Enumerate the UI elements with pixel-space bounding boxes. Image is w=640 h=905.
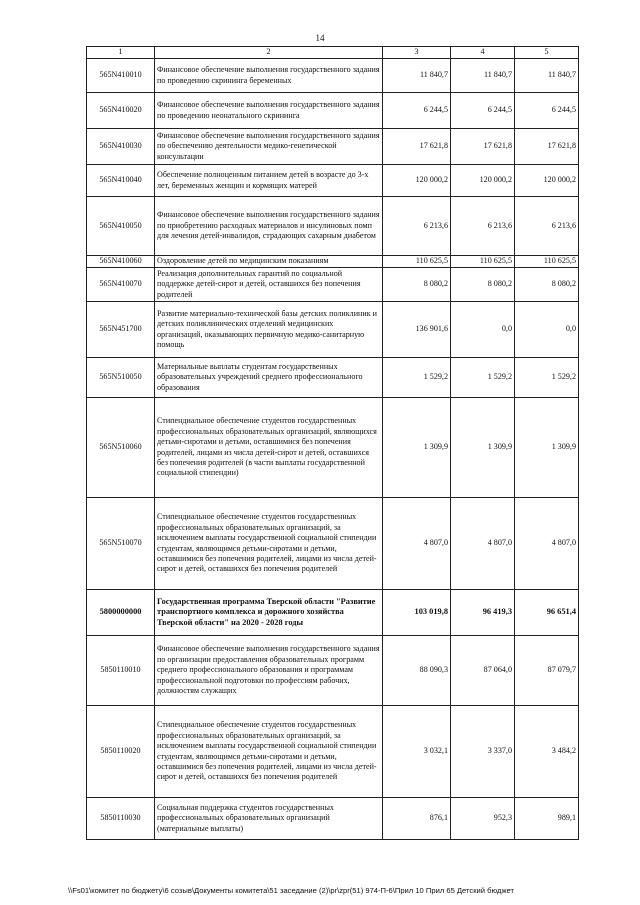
row-value-col3: 8 080,2 [383,268,451,302]
row-value-col5: 3 484,2 [515,706,579,798]
row-value-col5: 1 529,2 [515,358,579,398]
table-header-row [87,47,579,59]
row-code: 565N410030 [87,129,155,165]
row-value-col5: 87 079,7 [515,636,579,706]
row-value-col3: 88 090,3 [383,636,451,706]
table-row [87,358,579,398]
table-row-program [87,590,579,636]
row-description: Оздоровление детей по медицинским показаниям [155,256,383,268]
row-description: Финансовое обеспечение выполнения государственного задания по проведению неонатального скрининга [155,93,383,129]
row-description: Государственная программа Тверской области "Развитие транспортного комплекса и дорожного хозяйства Тверской области" на 2020 - 2028 годы [155,590,383,636]
row-code: 565N410070 [87,268,155,302]
row-value-col3: 6 244,5 [383,93,451,129]
row-code: 565N410010 [87,59,155,93]
row-value-col3: 4 807,0 [383,498,451,590]
row-value-col4: 1 309,9 [451,398,515,498]
row-value-col4: 1 529,2 [451,358,515,398]
row-code: 565N410040 [87,165,155,197]
row-value-col5: 4 807,0 [515,498,579,590]
row-value-col3: 1 529,2 [383,358,451,398]
row-value-col5: 17 621,8 [515,129,579,165]
table-row [87,798,579,840]
row-value-col5: 6 213,6 [515,197,579,256]
row-code: 5850110020 [87,706,155,798]
row-code: 565N410020 [87,93,155,129]
row-value-col5: 6 244,5 [515,93,579,129]
row-value-col5: 110 625,5 [515,256,579,268]
row-value-col5: 120 000,2 [515,165,579,197]
row-value-col3: 3 032,1 [383,706,451,798]
file-path-footer: \\Fs01\комитет по бюджету\6 созыв\Документы комитета\51 заседание (2)\pr\zpr(51) 974-П-6\Прил 10 Прил 65 Детский бюджет [68,886,514,895]
row-description: Стипендиальное обеспечение студентов государственных профессиональных образовательных организаций, являющихся детьми-сиротами и детьми, оставшимися без попечения родителей, лицами из числа детей-сирот и детей, оставшихся без попечения родителей (в части выплаты государственной социальной стипендии) [155,398,383,498]
row-description: Финансовое обеспечение выполнения государственного задания по приобретению расходных материалов и инсулиновых помп для лечения детей-инвалидов, страдающих сахарным диабетом [155,197,383,256]
row-value-col4: 3 337,0 [451,706,515,798]
row-description: Финансовое обеспечение выполнения государственного задания по обеспечению деятельности медико-генетической консультации [155,129,383,165]
column-header: 3 [383,47,451,59]
row-description: Стипендиальное обеспечение студентов государственных профессиональных образовательных организаций, за исключением выплаты государственной социальной стипендии студентам, являющимся детьми-сиротами и детьми, оставшимися без попечения родителей, лицами из числа детей-сирот и детей, оставшихся без попечения родителей [155,498,383,590]
row-code: 565N451700 [87,302,155,358]
row-value-col4: 4 807,0 [451,498,515,590]
row-value-col5: 0,0 [515,302,579,358]
row-value-col4: 96 419,3 [451,590,515,636]
table-row [87,706,579,798]
row-value-col3: 120 000,2 [383,165,451,197]
row-description: Развитие материально-технической базы детских поликлиник и детских поликлинических отделений медицинских организаций, оказывающих первичную медико-санитарную помощь [155,302,383,358]
row-description: Реализация дополнительных гарантий по социальной поддержке детей-сирот и детей, оставшихся без попечения родителей [155,268,383,302]
row-description: Материальные выплаты студентам государственных образовательных учреждений среднего профессионального образования [155,358,383,398]
row-description: Социальная поддержка студентов государственных профессиональных образовательных организаций (материальные выплаты) [155,798,383,840]
row-value-col3: 1 309,9 [383,398,451,498]
row-value-col4: 87 064,0 [451,636,515,706]
row-value-col4: 6 244,5 [451,93,515,129]
row-description: Финансовое обеспечение выполнения государственного задания по организации предоставления образовательных программ среднего профессионального образования и программам профессиональной подготовки по профессиям рабочих, должностям служащих [155,636,383,706]
row-value-col3: 110 625,5 [383,256,451,268]
row-value-col5: 96 651,4 [515,590,579,636]
row-value-col4: 8 080,2 [451,268,515,302]
table-row [87,398,579,498]
row-value-col4: 0,0 [451,302,515,358]
row-value-col4: 6 213,6 [451,197,515,256]
row-value-col4: 17 621,8 [451,129,515,165]
table-row [87,256,579,268]
row-value-col3: 6 213,6 [383,197,451,256]
row-code: 5800000000 [87,590,155,636]
row-value-col5: 989,1 [515,798,579,840]
row-code: 565N410060 [87,256,155,268]
row-value-col5: 1 309,9 [515,398,579,498]
row-code: 565N510050 [87,358,155,398]
row-value-col3: 876,1 [383,798,451,840]
budget-table [86,46,579,840]
row-value-col5: 8 080,2 [515,268,579,302]
page-number: 14 [315,33,325,43]
row-code: 5850110030 [87,798,155,840]
row-value-col4: 120 000,2 [451,165,515,197]
table-row [87,636,579,706]
row-code: 565N510070 [87,498,155,590]
column-header: 4 [451,47,515,59]
table-row [87,498,579,590]
row-description: Стипендиальное обеспечение студентов государственных профессиональных образовательных организаций, за исключением выплаты государственной социальной стипендии студентам, являющимся детьми-сиротами и детьми, оставшимися без попечения родителей, лицами из числа детей-сирот и детей, оставшихся без попечения родителей [155,706,383,798]
row-code: 565N510060 [87,398,155,498]
row-value-col4: 952,3 [451,798,515,840]
row-value-col3: 103 019,8 [383,590,451,636]
table-row [87,129,579,165]
table-row [87,302,579,358]
row-value-col5: 11 840,7 [515,59,579,93]
column-header: 5 [515,47,579,59]
row-description: Финансовое обеспечение выполнения государственного задания по проведению скрининга беременных [155,59,383,93]
table-row [87,165,579,197]
row-code: 5850110010 [87,636,155,706]
row-value-col3: 11 840,7 [383,59,451,93]
row-code: 565N410050 [87,197,155,256]
column-header: 2 [155,47,383,59]
table-row [87,197,579,256]
row-value-col3: 17 621,8 [383,129,451,165]
column-header: 1 [87,47,155,59]
table-row [87,268,579,302]
row-value-col3: 136 901,6 [383,302,451,358]
table-row [87,59,579,93]
row-value-col4: 110 625,5 [451,256,515,268]
row-description: Обеспечение полноценным питанием детей в возрасте до 3-х лет, беременных женщин и кормящих матерей [155,165,383,197]
row-value-col4: 11 840,7 [451,59,515,93]
table-row [87,93,579,129]
